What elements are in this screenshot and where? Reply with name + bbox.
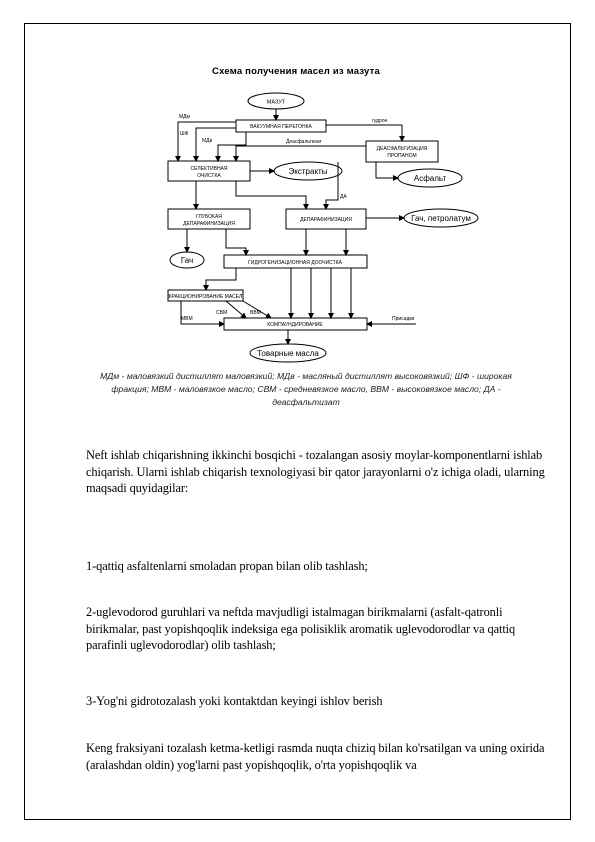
label-vacuum: ВАКУУМНАЯ ПЕРЕГОНКА xyxy=(250,124,312,130)
label-asphalt: Асфальт xyxy=(413,174,447,183)
edge-label-shf: ШФ xyxy=(180,131,189,137)
intro-paragraph: Neft ishlab chiqarishning ikkinchi bosqichi - tozalangan asosiy moylar-komponentlarni ishlab chiqarish. Ularni ishlab chiqarish texnologiyasi bir qator jarayonlarni o'z ichiga oladi, ularning maqsadi quyidagilar: xyxy=(86,448,545,495)
label-extracts: Экстракты xyxy=(288,167,328,176)
edge-label-additives: Присадки xyxy=(392,316,415,322)
diagram-caption: МДм - маловязкий дистиллят маловязкий; МДв - масляный дистиллят высоковязкий; ШФ - широкая фракция; МВМ - маловязкое масло; СВМ - средневязкое масло, ВВМ - высоковязкое масло; ДА - деасфальтизат xyxy=(100,371,512,407)
label-selective-2: ОЧИСТКА xyxy=(197,173,221,179)
edge-label-svm: СВМ xyxy=(216,310,228,316)
edge-label-mdv: МДв xyxy=(202,138,213,144)
edge-label-vvm: ВВМ xyxy=(250,310,261,316)
edge-label-gudron: гудрон xyxy=(372,118,388,124)
closing-paragraph: Keng fraksiyani tozalash ketma-ketligi rasmda nuqta chiziq bilan ko'rsatilgan va uning oxirida (aralashdan oldin) yog'larni past yopishqoqlik, o'rta yopishqoqlik va xyxy=(86,741,545,772)
label-commercial: Товарные масла xyxy=(257,349,319,358)
list-item: 3-Yog'ni gidrotozalash yoki kontaktdan keyingi ishlov berish xyxy=(86,694,383,708)
label-mazut: МАЗУТ xyxy=(266,99,286,106)
label-gach: Гач xyxy=(180,256,194,265)
flow-chart xyxy=(86,58,548,368)
list-item: 2-uglevodorod guruhlari va neftda mavjudligi istalmagan birikmalarni (asfalt-qatronli birikmalar, past yopishqoqlik indeksiga ega polisiklik aromatik uglevodorodlar va qattiq parafinli uglevodorodlar) olib tashlash; xyxy=(86,605,516,652)
edge-label-mvm: МВМ xyxy=(181,316,193,322)
label-compound: КОМПАУНДИРОВАНИЕ xyxy=(267,322,323,328)
label-deep-1: ГЛУБОКАЯ xyxy=(196,214,222,220)
diagram-title: Схема получения масел из мазута xyxy=(212,66,380,77)
label-deasphalt-2: ПРОПАНОМ xyxy=(387,153,417,159)
label-hydro: ГИДРОГЕНИЗАЦИОННАЯ ДООЧИСТКА xyxy=(248,260,342,266)
list-item: 1-qattiq asfaltenlarni smoladan propan bilan olib tashlash; xyxy=(86,559,368,573)
process-diagram xyxy=(86,58,548,418)
edge-label-deasphaltizate: Деасфальтизат xyxy=(286,139,322,145)
label-fraction: ФРАКЦИОНИРОВАНИЕ МАСЕЛ xyxy=(167,294,243,300)
label-deep-2: ДЕПАРАФИНИЗАЦИЯ xyxy=(183,221,235,227)
edge-label-mdm: МДм xyxy=(179,114,190,120)
label-gach-petrolatum: Гач, петролатум xyxy=(411,214,471,223)
edge-label-da: ДА xyxy=(340,194,347,200)
label-dewax: ДЕПАРАФИНИЗАЦИЯ xyxy=(300,217,352,223)
label-deasphalt-1: ДЕАСФАЛЬТИЗАЦИЯ xyxy=(376,146,428,152)
label-selective-1: СЕЛЕКТИВНАЯ xyxy=(190,166,228,172)
